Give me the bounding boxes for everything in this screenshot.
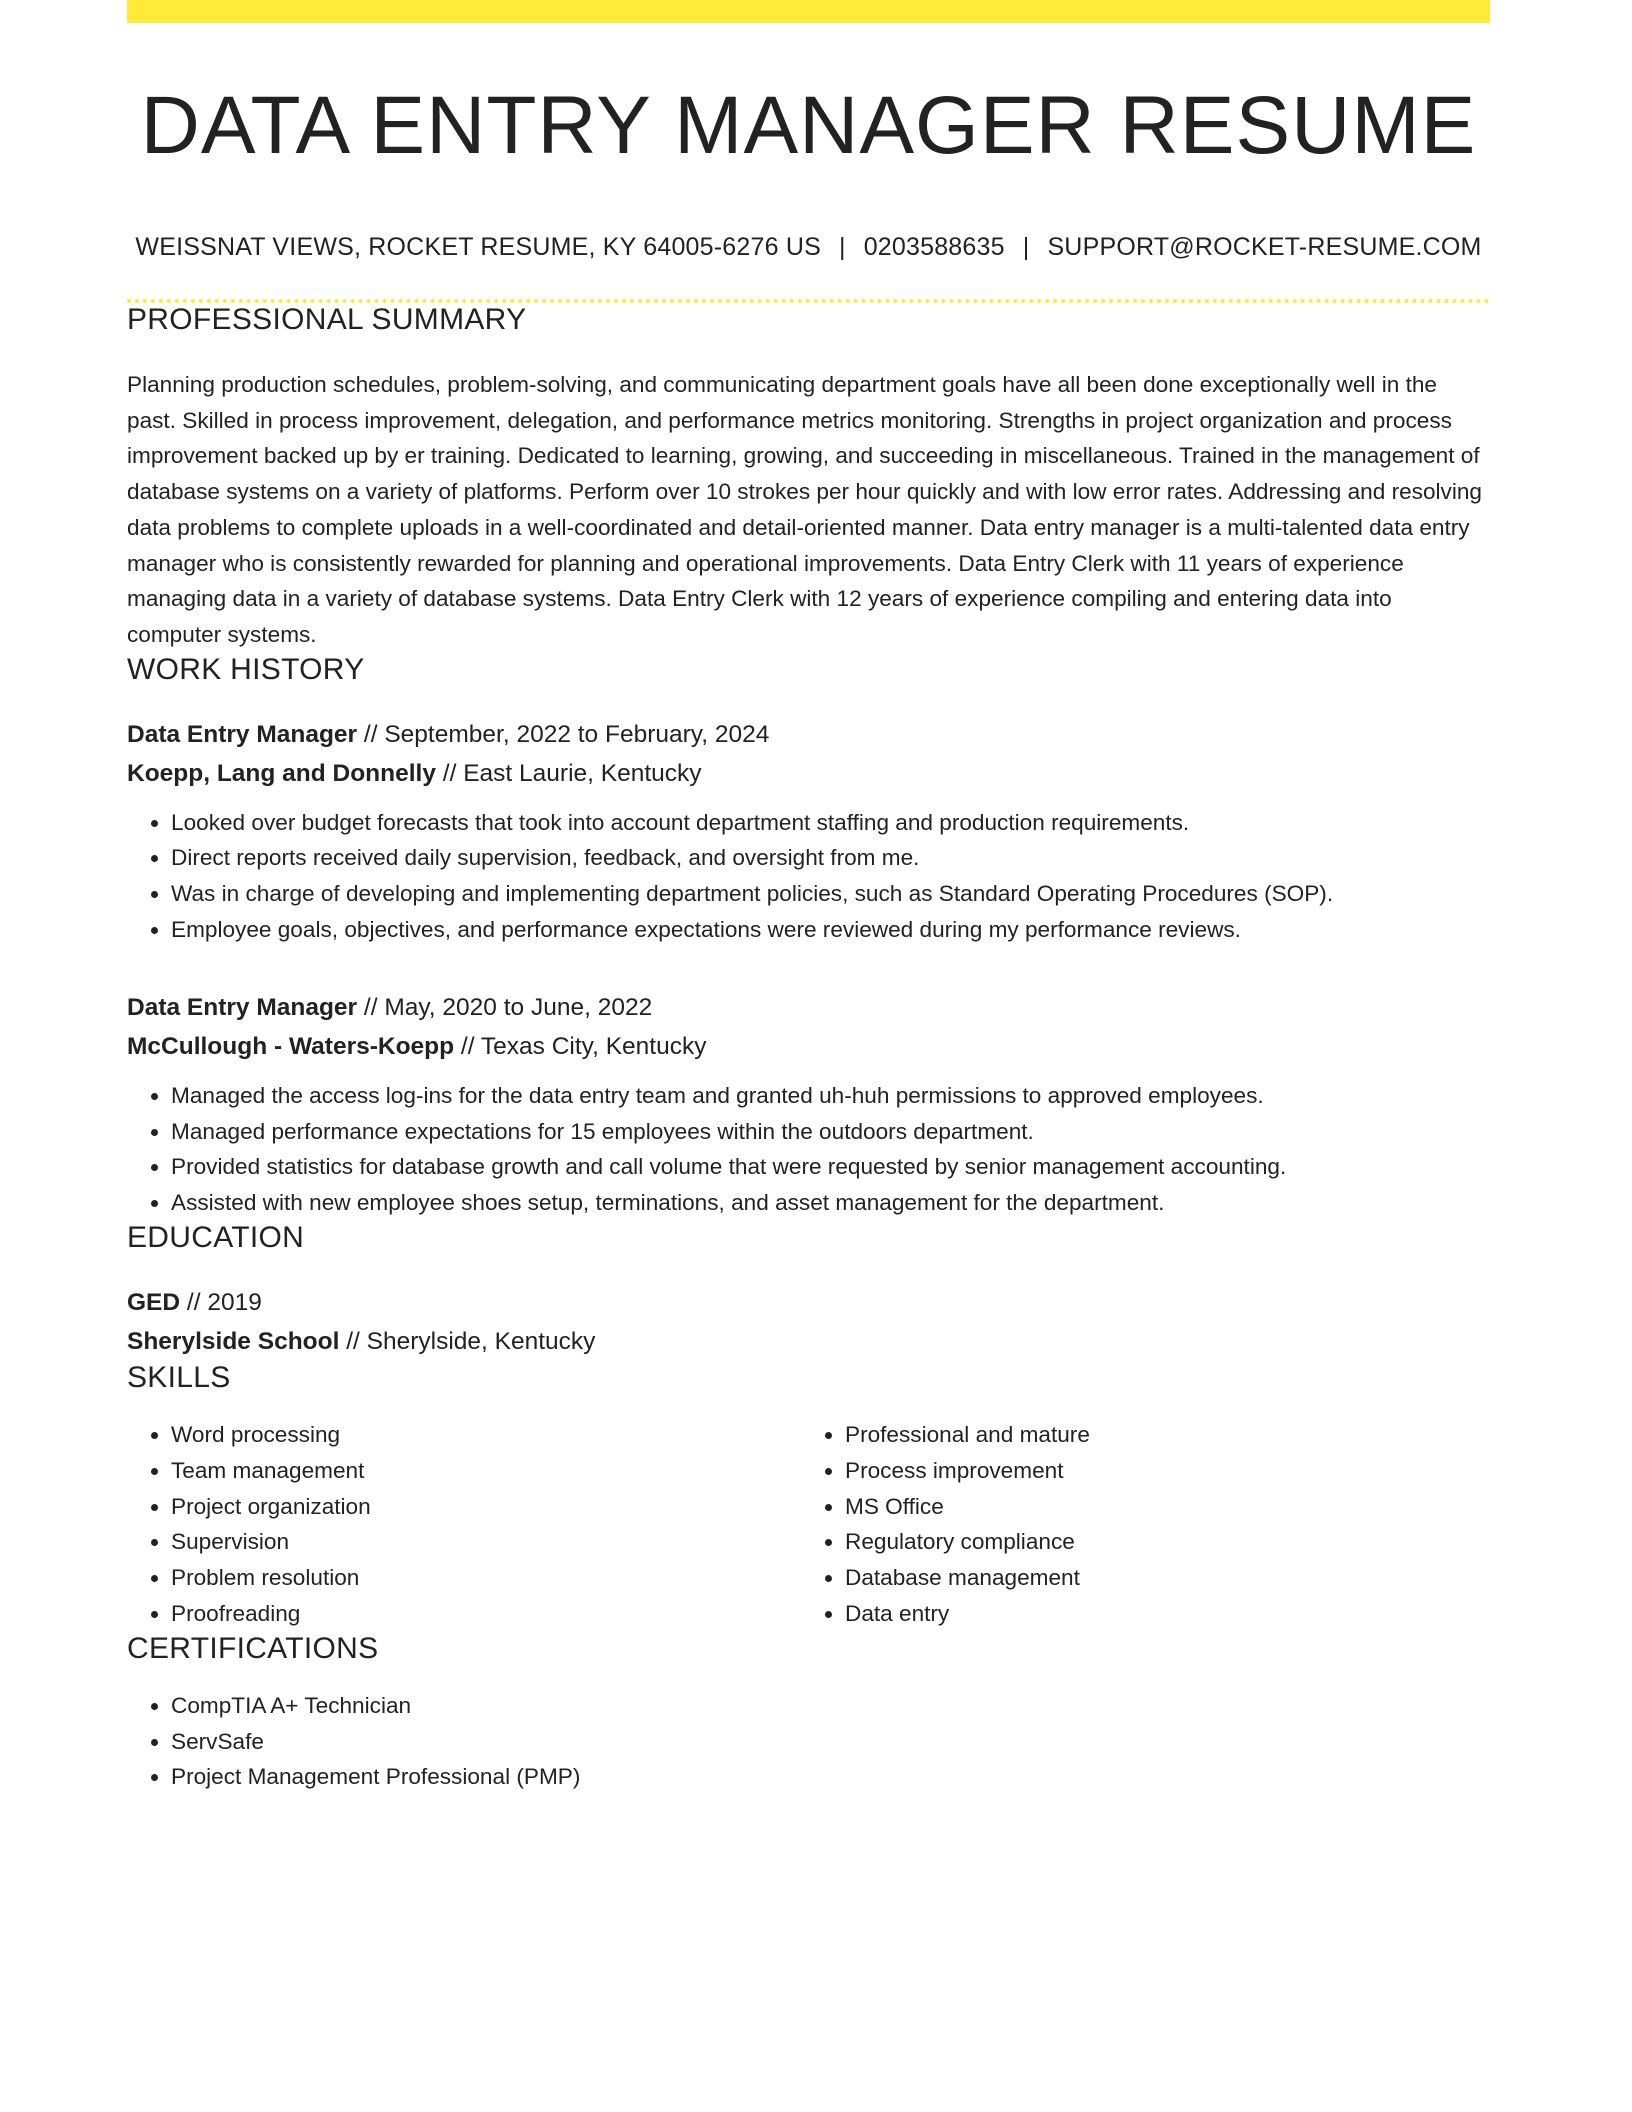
- contact-phone[interactable]: 0203588635: [863, 233, 1005, 261]
- education-degree: GED: [127, 1289, 181, 1316]
- education-heading: EDUCATION: [127, 1221, 305, 1254]
- contact-separator: |: [838, 233, 846, 261]
- list-item: • Project Management Professional (PMP): [171, 1759, 1490, 1795]
- list-item: • Managed the access log-ins for the data entry team and granted uh-huh permissions to approved employees.: [171, 1078, 1490, 1114]
- job-company-line: [127, 1027, 1490, 1066]
- list-item: • Problem resolution: [171, 1560, 801, 1596]
- education-year: // 2019: [180, 1289, 262, 1316]
- list-item: • Regulatory compliance: [845, 1524, 1475, 1560]
- job-company: Koepp, Lang and Donnelly: [127, 759, 436, 787]
- list-item: • Employee goals, objectives, and performance expectations were reviewed during my performance reviews.: [171, 912, 1490, 948]
- job-role: Data Entry Manager: [127, 720, 358, 748]
- list-item: • Team management: [171, 1453, 801, 1489]
- list-item: • Managed performance expectations for 15 employees within the outdoors department.: [171, 1114, 1490, 1150]
- job-role-line: [127, 988, 1490, 1027]
- list-item: • Database management: [845, 1560, 1475, 1596]
- skills-grid: [127, 1417, 1490, 1632]
- list-item: • ServSafe: [171, 1724, 1490, 1760]
- list-item: • Assisted with new employee shoes setup, terminations, and asset management for the department.: [171, 1185, 1490, 1221]
- job-dates: // May, 2020 to June, 2022: [357, 993, 653, 1021]
- education-school-line: [127, 1322, 1490, 1361]
- job-dates: // September, 2022 to February, 2024: [357, 720, 770, 748]
- contact-address: WEISSNAT VIEWS, ROCKET RESUME, KY 64005-6276 US: [135, 233, 821, 261]
- skills-list-right: [801, 1417, 1475, 1632]
- education-location: // Sherylside, Kentucky: [339, 1328, 596, 1355]
- list-item: • Word processing: [171, 1417, 801, 1453]
- list-item: • Provided statistics for database growth and call volume that were requested by senior management accounting.: [171, 1149, 1490, 1185]
- list-item: • Process improvement: [845, 1453, 1475, 1489]
- list-item: • Direct reports received daily supervision, feedback, and oversight from me.: [171, 840, 1490, 876]
- summary-heading: PROFESSIONAL SUMMARY: [127, 303, 527, 336]
- education-degree-line: [127, 1283, 1490, 1322]
- job-company: McCullough - Waters-Koepp: [127, 1032, 455, 1060]
- skills-heading: SKILLS: [127, 1361, 231, 1394]
- certifications-list: [127, 1688, 1490, 1795]
- list-item: • Looked over budget forecasts that took into account department staffing and production requirements.: [171, 805, 1490, 841]
- job-company-line: [127, 754, 1490, 793]
- job-location: // East Laurie, Kentucky: [435, 759, 702, 787]
- list-item: • Supervision: [171, 1524, 801, 1560]
- resume-page: [127, 0, 1490, 1795]
- job-bullets: [127, 805, 1490, 948]
- education-school: Sherylside School: [127, 1328, 340, 1355]
- list-item: • MS Office: [845, 1489, 1475, 1525]
- contact-line: [127, 233, 1490, 262]
- list-item: • Data entry: [845, 1596, 1475, 1632]
- job-role-line: [127, 715, 1490, 754]
- education-entry: [127, 1283, 1490, 1361]
- contact-separator: |: [1022, 233, 1030, 261]
- job-role: Data Entry Manager: [127, 993, 358, 1021]
- list-item: • Project organization: [171, 1489, 801, 1525]
- skills-list-left: [127, 1417, 801, 1632]
- top-accent-bar: [127, 0, 1490, 23]
- job-entry: [127, 715, 1490, 948]
- work-history-heading: WORK HISTORY: [127, 652, 365, 686]
- summary-text: Planning production schedules, problem-solving, and communicating department goals have all been done exceptionally well in the past. Skilled in process improvement, delegation, and performance metrics monitoring. Strengths in project organization and process improvement backed up by er training. Dedicated to learning, growing, and succeeding in miscellaneous. Trained in the management of database systems on a variety of platforms. Perform over 10 strokes per hour quickly and with low error rates. Addressing and resolving data problems to complete uploads in a well-coordinated and detail-oriented manner. Data entry manager is a multi-talented data entry manager who is consistently rewarded for planning and operational improvements. Data Entry Clerk with 11 years of experience managing data in a variety of database systems. Data Entry Clerk with 12 years of experience compiling and entering data into computer systems.: [127, 372, 1482, 647]
- list-item: • CompTIA A+ Technician: [171, 1688, 1490, 1724]
- job-entry: [127, 988, 1490, 1221]
- job-bullets: [127, 1078, 1490, 1221]
- list-item: • Proofreading: [171, 1596, 801, 1632]
- list-item: • Was in charge of developing and implementing department policies, such as Standard Operating Procedures (SOP).: [171, 876, 1490, 912]
- contact-email[interactable]: SUPPORT@ROCKET-RESUME.COM: [1047, 233, 1482, 261]
- job-location: // Texas City, Kentucky: [454, 1032, 707, 1060]
- certifications-heading: CERTIFICATIONS: [127, 1631, 379, 1665]
- list-item: • Professional and mature: [845, 1417, 1475, 1453]
- resume-title: DATA ENTRY MANAGER RESUME: [140, 80, 1477, 171]
